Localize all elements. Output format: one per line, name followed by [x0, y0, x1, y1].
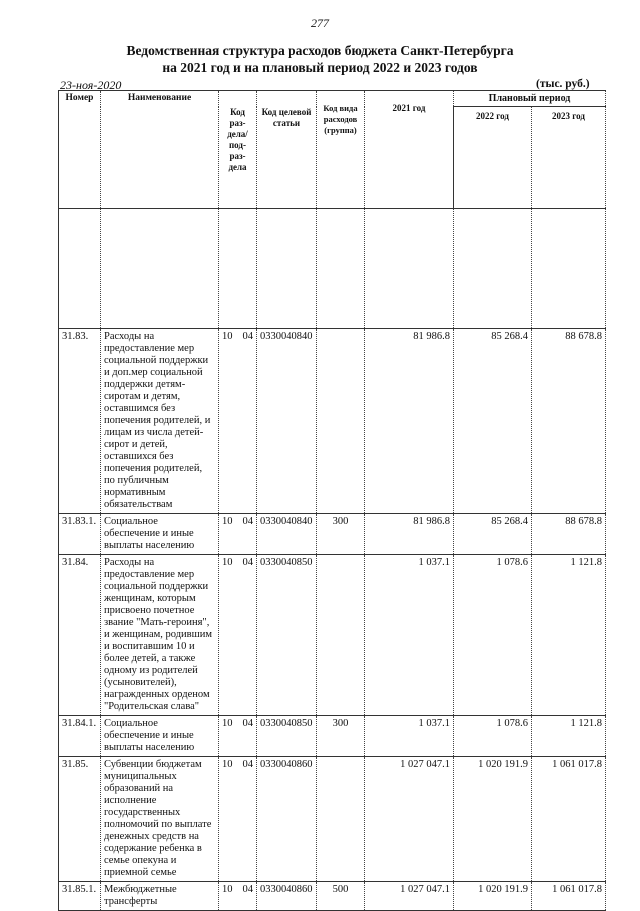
- header-year-2023: 2023 год: [532, 107, 606, 209]
- header-number: Номер: [59, 91, 101, 209]
- row-amount-2021: 1 027 047.1: [365, 757, 454, 882]
- row-expense-type: [317, 757, 365, 882]
- row-amount-2022: 1 078.6: [454, 555, 532, 716]
- row-expense-type: [317, 329, 365, 514]
- row-amount-2023: 88 678.8: [532, 514, 606, 555]
- row-section: 10: [222, 331, 233, 342]
- row-subsection: 04: [242, 884, 253, 895]
- header-target-code: Код целевой статьи: [257, 91, 317, 209]
- title-line-2: на 2021 год и на плановый период 2022 и 2023 годов: [162, 60, 478, 75]
- table-row: [59, 514, 606, 555]
- header-planned-period: Плановый период: [454, 91, 606, 107]
- document-date: 23-ноя-2020: [60, 78, 122, 92]
- row-target-code: 0330040840: [257, 329, 317, 514]
- row-name: Расходы на предоставление мер социальной поддержки женщинам, которым присвоено почетное звание "Мать-героиня", и женщинам, родившим и воспитавшим 10 и более детей, а также одному из родителей (усыновителей), награжденных орденом "Родительская слава": [101, 555, 219, 716]
- row-subsection: 04: [242, 557, 253, 568]
- table-row: [59, 882, 606, 911]
- row-amount-2023: 88 678.8: [532, 329, 606, 514]
- row-section-code: [219, 716, 257, 757]
- table-row: [59, 757, 606, 882]
- row-number: 31.83.1.: [59, 514, 101, 555]
- header-section-code: Код раз- дела/ под- раз- дела: [219, 91, 257, 209]
- document-title: [0, 42, 640, 76]
- row-target-code: 0330040860: [257, 757, 317, 882]
- row-number: 31.84.1.: [59, 716, 101, 757]
- row-expense-type: 300: [317, 514, 365, 555]
- row-amount-2021: 1 037.1: [365, 555, 454, 716]
- row-number: 31.85.1.: [59, 882, 101, 911]
- header-spacer-row: [59, 209, 606, 329]
- row-number: 31.83.: [59, 329, 101, 514]
- row-amount-2022: 1 020 191.9: [454, 882, 532, 911]
- row-section: 10: [222, 884, 233, 895]
- header-expense-type: Код вида расходов (группа): [317, 91, 365, 209]
- page-number: 277: [311, 16, 329, 30]
- header-year-2021: 2021 год: [365, 91, 454, 209]
- row-subsection: 04: [242, 759, 253, 770]
- row-name: Социальное обеспечение и иные выплаты населению: [101, 514, 219, 555]
- row-expense-type: 500: [317, 882, 365, 911]
- units-label: (тыс. руб.): [536, 78, 590, 90]
- table-row: [59, 555, 606, 716]
- row-section-code: [219, 757, 257, 882]
- row-amount-2021: 81 986.8: [365, 514, 454, 555]
- row-expense-type: [317, 555, 365, 716]
- row-section-code: [219, 514, 257, 555]
- row-amount-2023: 1 061 017.8: [532, 882, 606, 911]
- row-section: 10: [222, 557, 233, 568]
- row-amount-2021: 1 027 047.1: [365, 882, 454, 911]
- row-amount-2023: 1 061 017.8: [532, 757, 606, 882]
- row-section-code: [219, 329, 257, 514]
- row-amount-2022: 1 020 191.9: [454, 757, 532, 882]
- row-amount-2021: 1 037.1: [365, 716, 454, 757]
- row-target-code: 0330040850: [257, 555, 317, 716]
- table-body: [59, 329, 606, 911]
- budget-table: [58, 90, 606, 911]
- row-subsection: 04: [242, 516, 253, 527]
- row-target-code: 0330040860: [257, 882, 317, 911]
- row-subsection: 04: [242, 718, 253, 729]
- title-line-1: Ведомственная структура расходов бюджета Санкт-Петербурга: [126, 43, 514, 58]
- row-amount-2022: 1 078.6: [454, 716, 532, 757]
- table-row: [59, 716, 606, 757]
- row-amount-2023: 1 121.8: [532, 716, 606, 757]
- table-row: [59, 329, 606, 514]
- row-amount-2022: 85 268.4: [454, 514, 532, 555]
- row-section-code: [219, 882, 257, 911]
- row-name: Межбюджетные трансферты: [101, 882, 219, 911]
- row-expense-type: 300: [317, 716, 365, 757]
- header-year-2022: 2022 год: [454, 107, 532, 209]
- row-target-code: 0330040840: [257, 514, 317, 555]
- row-name: Расходы на предоставление мер социальной поддержки и доп.мер социальной поддержки детям-сиротам и детям, оставшимся без попечения родителей, и лицам из числа детей-сирот и детей, оставшихся без попечения родителей, по публичным нормативным обязательствам: [101, 329, 219, 514]
- header-name: Наименование: [101, 91, 219, 209]
- row-section: 10: [222, 516, 233, 527]
- row-name: Социальное обеспечение и иные выплаты населению: [101, 716, 219, 757]
- row-number: 31.85.: [59, 757, 101, 882]
- row-section: 10: [222, 718, 233, 729]
- row-amount-2021: 81 986.8: [365, 329, 454, 514]
- row-section: 10: [222, 759, 233, 770]
- row-number: 31.84.: [59, 555, 101, 716]
- row-section-code: [219, 555, 257, 716]
- row-subsection: 04: [242, 331, 253, 342]
- row-amount-2022: 85 268.4: [454, 329, 532, 514]
- row-amount-2023: 1 121.8: [532, 555, 606, 716]
- row-target-code: 0330040850: [257, 716, 317, 757]
- row-name: Субвенции бюджетам муниципальных образований на исполнение государственных полномочий по выплате денежных средств на содержание ребенка в семье опекуна и приемной семье: [101, 757, 219, 882]
